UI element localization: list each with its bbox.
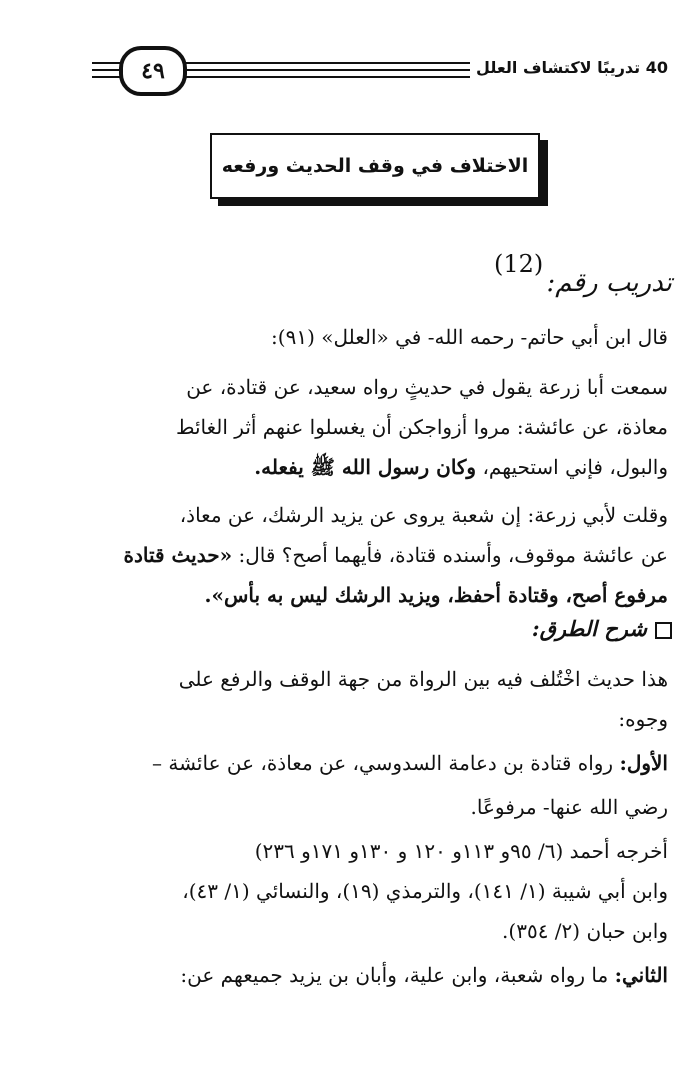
text-line [32,960,668,990]
page-number: ٤٩ [119,46,187,96]
text-segment: والبول، فإني استحيهم، [482,455,668,479]
text-segment: ما رواه شعبة، وابن علية، وأبان بن يزيد جميعهم عن: [180,963,609,987]
text-line: سمعت أبا زرعة يقول في حديثٍ رواه سعيد، عن قتادة، عن [186,375,668,399]
text-line: وقلت لأبي زرعة: إن شعبة يروى عن يزيد الرشك، عن معاذ، [179,503,668,527]
text-segment: عن عائشة موقوف، وأسنده قتادة، فأيهما أصح؟ قال: [238,543,668,567]
text-line [32,748,668,778]
bold-segment: الأول: [619,751,668,775]
text-line: معاذة، عن عائشة: مروا أزواجكن أن يغسلوا عنهم أثر الغائط [175,415,668,439]
chapter-title: الاختلاف في وقف الحديث ورفعه [210,133,540,199]
text-line: وجوه: [618,707,668,731]
text-line: مرفوع أصح، وقتادة أحفظ، ويزيد الرشك ليس به بأس». [204,583,668,607]
running-head: 40 تدريبًا لاكتشاف العلل [476,58,668,77]
text-line: قال ابن أبي حاتم- رحمه الله- في «العلل» (٩١): [271,325,668,349]
exercise-number: (12) [494,250,544,278]
text-line [32,452,668,482]
text-line: رضي الله عنها- مرفوعًا. [470,795,668,819]
bold-segment: «حديث قتادة [123,543,233,567]
bold-segment: الثاني: [614,963,668,987]
section-heading [440,616,672,641]
bold-segment: وكان رسول الله ﷺ يفعله. [254,455,477,479]
text-line: هذا حديث اخْتُلف فيه بين الرواة من جهة الوقف والرفع على [178,667,668,691]
text-line: وابن أبي شيبة (١/ ١٤١)، والترمذي (١٩)، والنسائي (١/ ٤٣)، [182,879,668,903]
section-heading-text: شرح الطرق: [531,616,647,641]
checkbox-square-icon [655,622,672,639]
text-line [32,540,668,570]
text-line: أخرجه أحمد (٦/ ٩٥و ١١٣و ١٢٠ و ١٣٠و ١٧١و ٢٣٦) [254,839,668,863]
exercise-label: تدريب رقم: [546,268,672,298]
text-line: وابن حبان (٢/ ٣٥٤). [502,919,668,943]
text-segment: رواه قتادة بن دعامة السدوسي، عن معاذة، عن عائشة – [151,751,614,775]
